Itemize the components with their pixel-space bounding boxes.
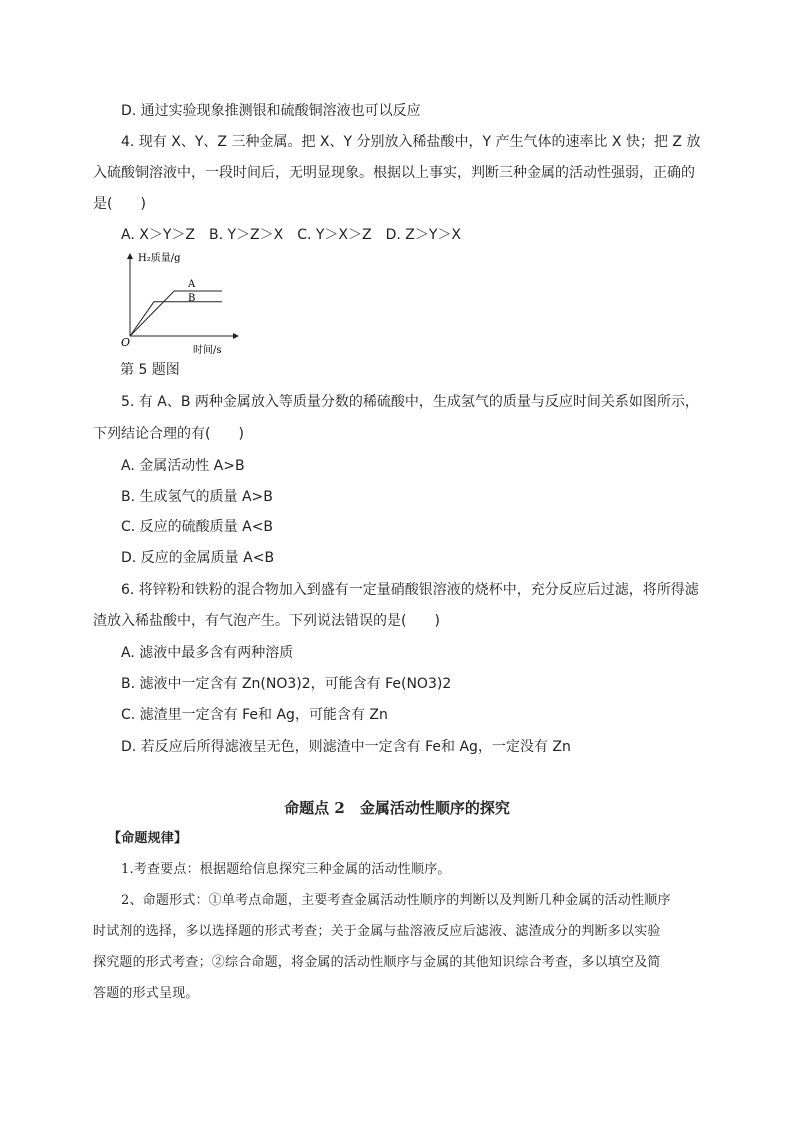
question-5-option-d: D. 反应的金属质量 A<B	[121, 550, 275, 566]
question-6-option-a: A. 滤液中最多含有两种溶质	[121, 645, 294, 661]
rule-paragraph-2-line-3: 探究题的形式考查；②综合命题，将金属的活动性顺序与金属的其他知识综合考查，多以填空及简	[93, 955, 661, 970]
series-b-label: B	[188, 293, 196, 304]
rule-paragraph-2-line-2: 时试剂的选择，多以选择题的形式考查；关于金属与盐溶液反应后滤液、滤渣成分的判断多以实验	[93, 924, 661, 939]
y-axis-label: H₂质量/g	[138, 253, 181, 264]
question-4-line-1: 4. 现有 X、Y、Z 三种金属。把 X、Y 分别放入稀盐酸中，Y 产生气体的速率比 X 快；把 Z 放	[121, 134, 701, 150]
question-6-line-2: 渣放入稀盐酸中，有气泡产生。下列说法错误的是( )	[93, 613, 440, 629]
rule-paragraph-2-line-4: 答题的形式呈现。	[93, 986, 199, 1001]
question-5-option-b: B. 生成氢气的质量 A>B	[121, 489, 273, 505]
question-5-line-2: 下列结论合理的有( )	[93, 426, 244, 442]
x-axis-label: 时间/s	[193, 345, 222, 356]
rule-paragraph-2-line-1: 2、命题形式：①单考点命题，主要考查金属活动性顺序的判断以及判断几种金属的活动性顺序	[121, 893, 671, 908]
question-6-option-b: B. 滤液中一定含有 Zn(NO3)2，可能含有 Fe(NO3)2	[121, 676, 452, 692]
section-heading: 命题点 2 金属活动性顺序的探究	[284, 799, 510, 817]
question-6-option-d: D. 若反应后所得滤液呈无色，则滤渣中一定含有 Fe和 Ag，一定没有 Zn	[121, 739, 571, 755]
series-b-line	[130, 302, 222, 336]
chart-caption: 第 5 题图	[120, 362, 180, 378]
origin-label: O	[121, 336, 131, 349]
question-4-options: A. X＞Y＞Z B. Y＞Z＞X C. Y＞X＞Z D. Z＞Y＞X	[121, 227, 462, 243]
question-4-line-2: 入硫酸铜溶液中，一段时间后，无明显现象。根据以上事实，判断三种金属的活动性强弱，正确的	[93, 165, 695, 181]
question-6-line-1: 6. 将锌粉和铁粉的混合物加入到盛有一定量硝酸银溶液的烧杯中，充分反应后过滤，将所得滤	[121, 582, 699, 598]
rule-paragraph-1: 1.考查要点：根据题给信息探究三种金属的活动性顺序。	[121, 862, 451, 877]
question-6-option-c: C. 滤渣里一定含有 Fe和 Ag，可能含有 Zn	[121, 707, 388, 723]
question-3-option-d: D. 通过实验现象推测银和硫酸铜溶液也可以反应	[121, 103, 421, 119]
question-5-line-1: 5. 有 A、B 两种金属放入等质量分数的稀硫酸中，生成氢气的质量与反应时间关系如图所示，	[121, 394, 699, 410]
question-5-chart	[118, 250, 248, 358]
rule-label: 【命题规律】	[108, 831, 188, 846]
question-4-line-3: 是( )	[93, 196, 146, 212]
question-5-option-c: C. 反应的硫酸质量 A<B	[121, 519, 274, 535]
series-a-line	[130, 291, 222, 336]
series-a-label: A	[188, 279, 196, 290]
question-5-option-a: A. 金属活动性 A>B	[121, 458, 245, 474]
